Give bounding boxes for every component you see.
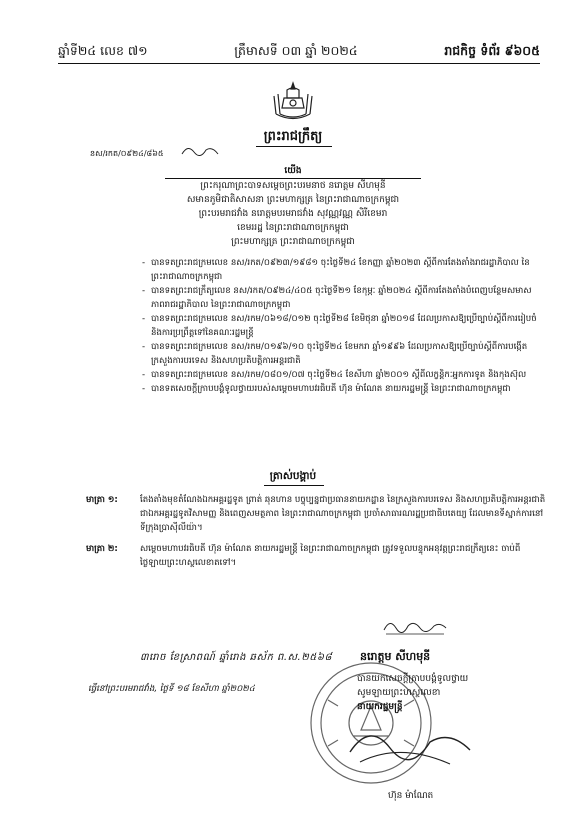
title-underline: [256, 146, 332, 147]
article-label: មាត្រា ១:: [86, 495, 118, 505]
page-number: រាជកិច្ច ទំព័រ ៩៦០៥: [444, 43, 540, 58]
visa-item: - បានទតព្រះរាជក្រមលេខ នស/រកត/០៩២៣/១៩៨១ ចុះថ្ងៃទី២៤ ខែកញ្ញា ឆ្នាំ២០២៣ ស្តីពីការតែងតាំងរាជរដ្ឋាភិបាល នៃព្រះរាជាណាចក្រកម្ពុជា: [142, 256, 542, 284]
signature-role: នាយករដ្ឋមន្ត្រី: [357, 702, 403, 712]
decree-heading: ត្រាស់បង្គាប់: [269, 470, 317, 482]
reference-number: នស/រកត/០៩២៤/៨៦៥: [90, 149, 164, 158]
signature-role: សូមឡាយព្រះហស្ថលេខា: [357, 688, 441, 698]
visa-item: - បានទតព្រះរាជក្រមលេខ នស/រកម/០១៩៦/១០ ចុះថ្ងៃទី២៤ ខែមករា ឆ្នាំ១៩៩៦ ដែលប្រកាសឱ្យប្រើច្បាប់ស្តីពីការបង្កើតក្រសួងការបរទេស និងសហប្រតិបត្តិការអន្តរជាតិ: [142, 340, 542, 368]
decree-underline: [264, 485, 324, 486]
header-rule: [58, 63, 540, 64]
visa-item: - បានទតព្រះរាជក្រមលេខ នស/រកម/០៦១៨/០១២ ចុះថ្ងៃទី២៨ ខែមិថុនា ឆ្នាំ២០១៨ ដែលប្រកាសឱ្យប្រើច្បាប់ស្តីពីការរៀបចំ និងការប្រព្រឹត្តទៅនៃគណៈរដ្ឋមន្ត្រី: [142, 312, 542, 340]
place-date: ធ្វើនៅព្រះបរមរាជវាំង, ថ្ងៃទី ១៨ ខែសីហា ឆ្នាំ២០២៤: [88, 684, 255, 694]
preamble-title-line: ព្រះបរមរាជវាំង នរោត្តមបរមរាជវាំង សុវណ្ណវណ្ណ សិរីខេមរា: [198, 209, 388, 219]
preamble-king-name: ព្រះករុណាព្រះបាទសម្តេចព្រះបរមនាថ នរោត្តម សីហមុនី: [200, 181, 386, 191]
king-name: នរោត្តម សីហមុនី: [360, 650, 431, 663]
gazette-header: [58, 40, 540, 62]
article-label: មាត្រា ២:: [86, 544, 118, 554]
article-1: [86, 493, 546, 535]
lunar-date: ៣រោច ខែស្រាពណ៍ ឆ្នាំរោង ឆស័ក ព.ស.២៥៦៨: [140, 652, 333, 663]
article-text: សម្តេចមហាបវរធិបតី ហ៊ុន ម៉ាណែត នាយករដ្ឋមន្ត្រី នៃព្រះរាជាណាចក្រកម្ពុជា ត្រូវទទួលបន្ទុកអនុវត្តព្រះរាជក្រឹត្យនេះ ចាប់ពីថ្ងៃឡាយព្រះហស្ថលេខាតទៅ។: [140, 544, 521, 568]
preamble-underline: [165, 178, 421, 179]
issue-date: ត្រឹមាសទី ០៣ ឆ្នាំ ២០២៤: [234, 43, 358, 58]
preamble-title-line: សមានភូមិជាតិសាសនា ព្រះមហាក្សត្រ នៃព្រះរាជាណាចក្រកម្ពុជា: [186, 195, 400, 205]
preamble-title-line: ព្រះមហាក្សត្រ ព្រះរាជាណាចក្រកម្ពុជា: [231, 237, 355, 247]
preamble-we: យើង: [284, 166, 302, 176]
document-title: ព្រះរាជក្រឹត្យ: [263, 129, 323, 144]
visa-item: - បានទតសេចក្តីក្រាបបង្គំទូលថ្វាយរបស់សម្តេចមហាបវរធិបតី ហ៊ុន ម៉ាណែត នាយករដ្ឋមន្ត្រី នៃព្រះរាជាណាចក្រកម្ពុជា: [142, 382, 542, 396]
visa-item: - បានទតព្រះរាជក្រឹត្យលេខ នស/រកត/០៩២៤/៤០៥ ចុះថ្ងៃទី២១ ខែកុម្ភៈ ឆ្នាំ២០២៤ ស្តីពីការតែងតាំងបំពេញបន្ថែមសមាសភាពរាជរដ្ឋាភិបាល នៃព្រះរាជាណាចក្រកម្ពុជា: [142, 284, 542, 312]
visa-item: - បានទតព្រះរាជក្រមលេខ នស/រកម/០៨០១/០៧ ចុះថ្ងៃទី២៤ ខែសីហា ឆ្នាំ២០០១ ស្តីពីលក្ខន្តិកៈអ្នកការទូត និងកុងស៊ុល: [142, 368, 542, 382]
royal-emblem-icon: [268, 80, 318, 124]
issue-number: ឆ្នាំទី២៤ លេខ ៧១: [58, 43, 148, 58]
article-2: [86, 542, 546, 570]
preamble-title-line: ខេមររដ្ឋ នៃព្រះរាជាណាចក្រកម្ពុជា: [237, 223, 349, 233]
countersign-name: ហ៊ុន ម៉ាណែត: [388, 791, 434, 801]
handwritten-note-signature: [380, 612, 450, 638]
reference-initial-signature: [180, 142, 220, 160]
signature-role: បានយកសេចក្តីក្រាបបង្គំទូលថ្វាយ: [357, 674, 469, 684]
prime-minister-signature: [340, 712, 480, 782]
visa-list: [142, 256, 542, 396]
article-text: តែងតាំងមុខតំណែងឯកអគ្គរដ្ឋទូត ព្រាត់ ឆុនហាន បច្ចុប្បន្នជាប្រធាននាយកដ្ឋាន នៃក្រសួងការបរទេស និងសហប្រតិបត្តិការអន្តរជាតិ ជាឯកអគ្គរដ្ឋទូតវិសាមញ្ញ និងពេញសមត្ថភាព នៃព្រះរាជាណាចក្រកម្ពុជា ប្រចាំសាធារណរដ្ឋប្រជាធិបតេយ្យ ដែលមានទីស្នាក់ការនៅទីក្រុងប្រាស៊ីលីយ៉ា។: [140, 495, 546, 533]
